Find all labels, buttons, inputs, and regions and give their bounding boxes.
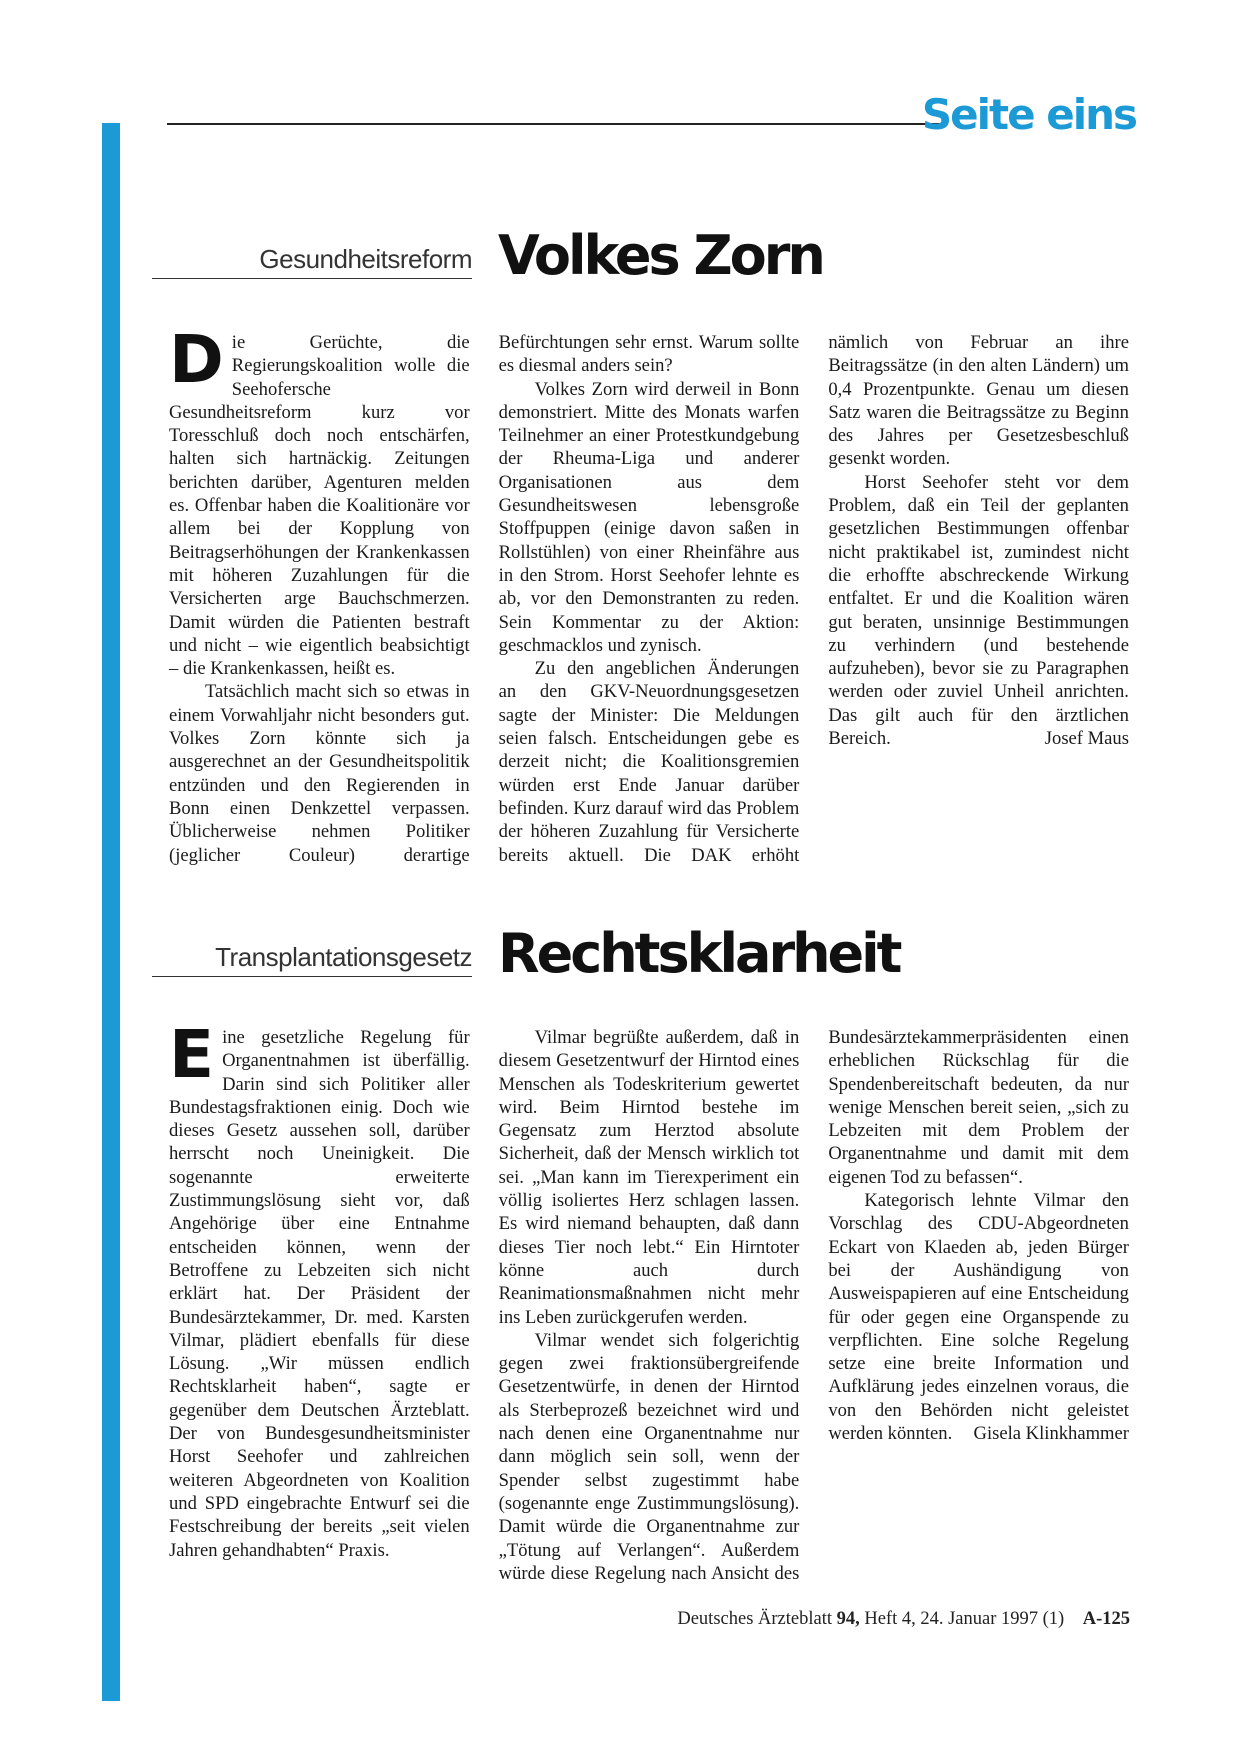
article1-dropcap: D [169,321,224,398]
article2-kicker: Transplantationsgesetz [152,944,472,977]
article1-paragraph-5: Horst Seehofer steht vor dem Problem, daß ein Teil der geplanten gesetzlichen Bestimmungen offenbar nicht praktikabel ist, zumindest nicht die erhoffte abschreckende Wirkung entfaltet. Er und die Koalition wären gut beraten, unsinnige Bestimmungen zu verhindern (und bestehende aufzuheben), bevor sie zu Paragraphen werden oder zuviel Unheil anrichten. Das gilt auch für den ärztlichen Bereich. Josef Maus [828,471,1129,750]
article2-paragraph-3: Vilmar wendet sich folgerichtig gegen zwei fraktionsübergreifende Gesetzentwürfe, in denen der Hirntod als Sterbeprozeß bezeichnet wird und nach denen eine Organentnahme nur dann möglich sein soll, wenn der Spender selbst zugestimmt habe (sogenannte enge Zustimmungslösung). Damit würde die Organentnahme zur „Tötung auf Verlangen“. Außerdem würde diese Regelung nach Ansicht des Bundesärztekammerpräsidenten einen erheblichen Rückschlag für die Spendenbereitschaft bedeuten, da nur wenige Menschen bereit seien, „sich zu Lebzeiten mit dem Problem der Organentnahme und damit mit dem eigenen Tod zu befassen“. [498,1027,1129,1584]
section-title: Seite eins [921,90,1136,139]
article2-dropcap: E [169,1016,215,1093]
article2-author: Gisela Klinkhammer [973,1423,1129,1445]
accent-bar [102,123,120,1701]
article1-kicker: Gesundheitsreform [152,246,472,279]
article1-paragraph-3: Volkes Zorn wird derweil in Bonn demonstriert. Mitte des Monats warfen Teilnehmer an einer Protestkundgebung der Rheuma-Liga und anderer Organisationen aus dem Gesundheitswesen lebensgroße Stoffpuppen (einige davon saßen in Rollstühlen) von einer Rheinfähre aus in den Strom. Horst Seehofer lehnte es ab, vor den Demonstranten zu reden. Sein Kommentar zu der Aktion: geschmacklos und zynisch. [498,378,800,656]
article2-headline: Rechtsklarheit [498,922,900,985]
article1-paragraph-1: Die Gerüchte, die Regierungskoalition wolle die Seehofersche Gesundheitsreform kurz vor Toresschluß doch noch entschärfen, halten sich hartnäckig. Zeitungen berichten darüber, Agenturen melden es. Offenbar haben die Koalitionäre vor allem bei der Kopplung von Beitragserhöhungen der Krankenkassen mit höheren Zuzahlungen für die Versicherten arge Bauchschmerzen. Damit würden die Patienten bestraft und nicht – wie eigentlich beabsichtigt – die Krankenkassen, heißt es. [169,321,470,680]
article1-headline: Volkes Zorn [498,224,823,287]
article2-paragraph-4: Kategorisch lehnte Vilmar den Vorschlag des CDU-Abgeordneten Eckart von Klaeden ab, jeden Bürger bei der Aushändigung von Ausweispapieren auf eine Entscheidung für oder gegen eine Organspende zu verpflichten. Eine solche Regelung setze eine breite Information und Aufklärung jedes einzelnen voraus, die von den Behörden nicht geleistet werden könnten. Gisela Klinkhammer [828,1190,1129,1445]
footer-issue: Heft 4, 24. Januar 1997 (1) [864,1609,1065,1629]
article1-paragraph-2: Tatsächlich macht sich so etwas in einem Vorwahljahr nicht besonders gut. Volkes Zorn könnte sich ja ausgerechnet an der Gesundheitspolitik entzünden und den Regierenden in Bonn einen Denkzettel verpassen. Üblicherweise nehmen Politiker (jeglicher Couleur) derartige Befürchtungen sehr ernst. Warum sollte es diesmal anders sein? [169,332,800,866]
footer-volume: 94, [836,1609,860,1629]
page-footer [677,1609,1130,1630]
article1-body [169,321,1129,871]
header-rule [167,123,942,125]
article1-paragraph-4: Zu den angeblichen Änderungen an den GKV-Neuordnungsgesetzen sagte der Minister: Die Meldungen seien falsch. Entscheidungen gebe es derzeit nicht; die Koalitionsgremien würden erst Ende Januar darüber befinden. Kurz darauf wird das Problem der höheren Zuzahlung für Versicherte bereits aktuell. Die DAK erhöht nämlich von Februar an ihre Beitragssätze (in den alten Ländern) um 0,4 Prozentpunkte. Genau um diesen Satz waren die Beitragssätze zu Beginn des Jahres per Gesetzesbeschluß gesenkt worden. [498,332,1129,866]
article2-body [169,1016,1129,1586]
article2-paragraph-2: Vilmar begrüßte außerdem, daß in diesem Gesetzentwurf der Hirntod eines Menschen als Todeskriterium gewertet wird. Beim Hirntod bestehe im Gegensatz zum Herztod absolute Sicherheit, daß der Mensch wirklich tot sei. „Man kann im Tierexperiment ein völlig isoliertes Herz schlagen lassen. Es wird niemand behaupten, daß dann dieses Tier noch lebt.“ Ein Hirntoter könne auch durch Reanimationsmaßnahmen nicht mehr ins Leben zurückgerufen werden. [498,1027,800,1328]
footer-journal: Deutsches Ärzteblatt [677,1609,832,1629]
footer-page-number: A-125 [1082,1609,1130,1629]
article2-paragraph-1: Eine gesetzliche Regelung für Organentnahmen ist überfällig. Darin sind sich Politiker aller Bundestagsfraktionen einig. Doch wie dieses Gesetz aussehen soll, darüber herrscht noch Uneinigkeit. Die sogenannte erweiterte Zustimmungslösung sieht vor, daß Angehörige über eine Entnahme entscheiden können, wenn der Betroffene zu Lebzeiten sich nicht erklärt hat. Der Präsident der Bundesärztekammer, Dr. med. Karsten Vilmar, plädiert ebenfalls für diese Lösung. „Wir müssen endlich Rechtsklarheit haben“, sagte er gegenüber dem Deutschen Ärzteblatt. Der von Bundesgesundheitsminister Horst Seehofer und zahlreichen weiteren Abgeordneten von Koalition und SPD eingebrachte Entwurf sei die Festschreibung der bereits „seit vielen Jahren gehandhabten“ Praxis. [169,1016,470,1561]
article1-author: Josef Maus [1044,728,1129,750]
